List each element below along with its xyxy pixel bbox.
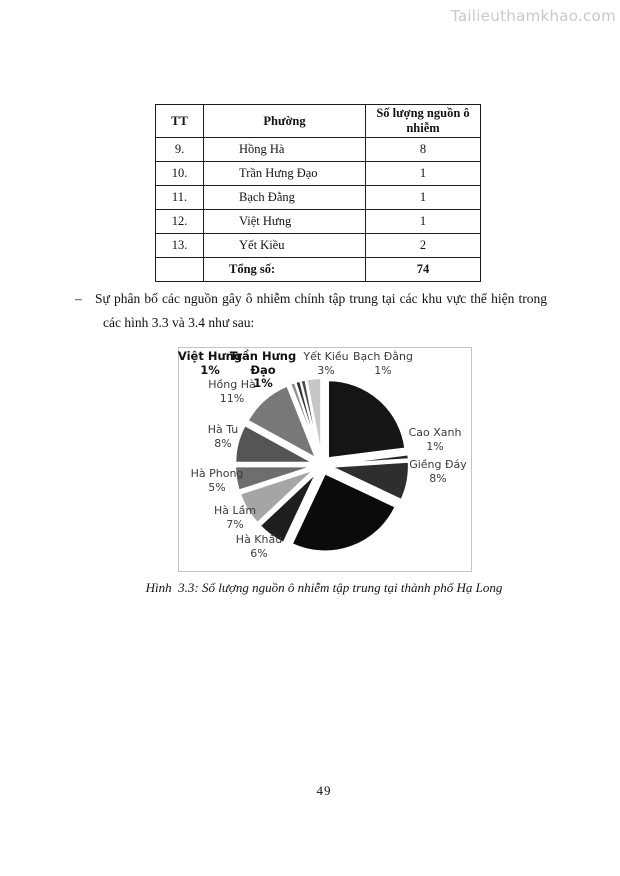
- cell-count: 1: [366, 210, 481, 234]
- body-paragraph: [75, 287, 547, 335]
- cell-tt: 11.: [156, 186, 204, 210]
- list-dash: –: [75, 291, 82, 306]
- pie-label: Việt Hưng 1%: [177, 349, 243, 377]
- cell-count: 1: [366, 186, 481, 210]
- paragraph-text: [95, 287, 547, 335]
- table-header-row: [156, 105, 481, 138]
- page-number: 49: [316, 783, 332, 798]
- table-total-row: [156, 258, 481, 282]
- header-count: Số lượng nguồn ô nhiễm: [366, 105, 481, 138]
- pie-label: Hồng Hà 11%: [208, 378, 256, 405]
- cell-tt: 13.: [156, 234, 204, 258]
- cell-name: Hồng Hà: [204, 138, 366, 162]
- pie-label: Cao Xanh 1%: [408, 426, 462, 453]
- cell-name: Trần Hưng Đạo: [204, 162, 366, 186]
- paragraph-line-2: các hình 3.3 và 3.4 như sau:: [103, 315, 255, 330]
- cell-name: Bạch Đằng: [204, 186, 366, 210]
- cell-count: 1: [366, 162, 481, 186]
- cell-count: 2: [366, 234, 481, 258]
- cell-name: Yết Kiều: [204, 234, 366, 258]
- table-row: [156, 162, 481, 186]
- cell-tt: 12.: [156, 210, 204, 234]
- pie-label: Hà Khẩu 6%: [235, 533, 283, 560]
- total-empty-cell: [156, 258, 204, 282]
- cell-name: Việt Hưng: [204, 210, 366, 234]
- pie-label: Trần Hưng Đạo 1%: [229, 349, 297, 390]
- table-body: [156, 138, 481, 258]
- pie-label: Hà Tu 8%: [207, 423, 239, 450]
- pie-label: Hà Phong 5%: [190, 467, 244, 494]
- table-row: [156, 138, 481, 162]
- cell-tt: 9.: [156, 138, 204, 162]
- figure-caption: Hình 3.3: Số lượng nguồn ô nhiễm tập trung tại thành phố Hạ Long: [145, 580, 503, 595]
- watermark: Tailieuthamkhao.com: [450, 7, 616, 25]
- total-value: 74: [366, 258, 481, 282]
- pie-label: Hà Lầm 7%: [213, 504, 257, 531]
- cell-tt: 10.: [156, 162, 204, 186]
- table-row: [156, 210, 481, 234]
- header-phuong: Phường: [204, 105, 366, 138]
- pollution-table: [155, 104, 481, 282]
- paragraph-line-1: Sự phân bố các nguồn gây ô nhiễm chính tập trung tại các khu vực thể hiện trong: [95, 291, 547, 306]
- pie-label: Giềng Đáy 8%: [409, 458, 467, 485]
- table-row: [156, 186, 481, 210]
- pie-chart: [178, 347, 472, 572]
- cell-count: 8: [366, 138, 481, 162]
- pie-slice: [328, 380, 405, 458]
- pie-label: Bạch Đằng 1%: [352, 350, 414, 377]
- header-tt: TT: [156, 105, 204, 138]
- total-label: Tổng số:: [204, 258, 366, 282]
- table-row: [156, 234, 481, 258]
- pie-label: Yết Kiều 3%: [303, 350, 349, 377]
